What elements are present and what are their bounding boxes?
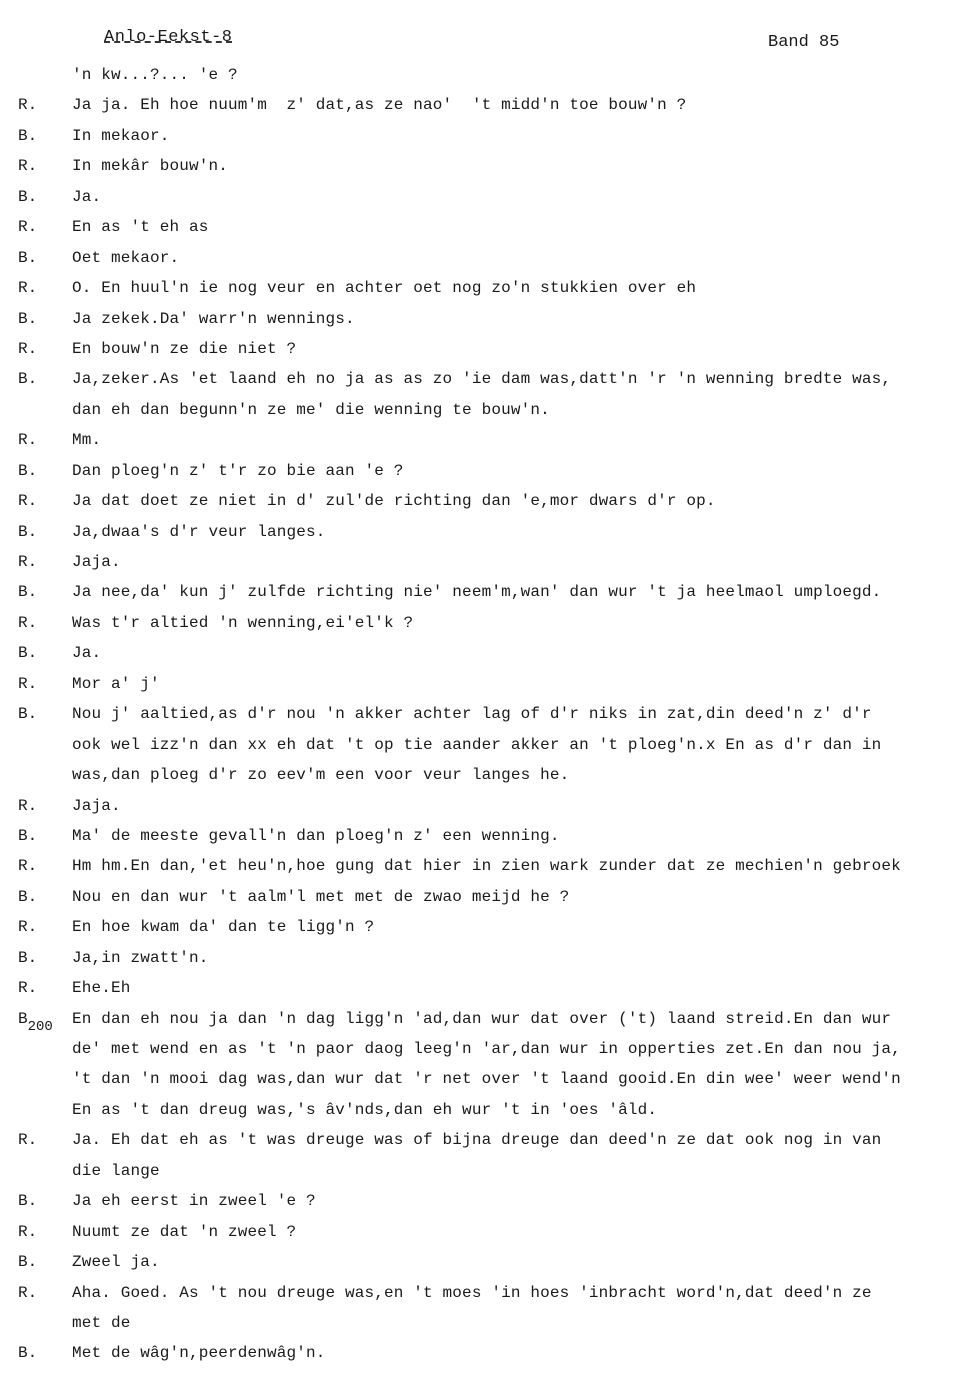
band-number: Band 85 <box>768 33 840 52</box>
speaker-label: B. <box>18 1192 38 1211</box>
transcript-line <box>0 523 979 553</box>
utterance-text: de' met wend en as 't 'n paor daog leeg'n 'ar,dan wur in opperties zet.En dan nou ja, <box>72 1040 901 1058</box>
utterance-text: 'n kw...?... 'e ? <box>72 66 238 84</box>
speaker-label: B. <box>18 187 38 206</box>
speaker-label: B. <box>18 522 38 541</box>
utterance-text: Nuumt ze dat 'n zweel ? <box>72 1222 297 1241</box>
speaker-label: B. <box>18 1344 38 1363</box>
document-title-text: Anlo-Eekst-8 <box>104 28 233 47</box>
transcript-line <box>0 1070 979 1100</box>
transcript-line <box>0 1284 979 1314</box>
utterance-text: Ja zekek.Da' warr'n wennings. <box>72 309 355 328</box>
utterance-text: dan eh dan begunn'n ze me' die wenning te bouw'n. <box>72 400 550 419</box>
speaker-label: R. <box>18 918 38 937</box>
transcript-line <box>0 1192 979 1222</box>
transcript-line <box>0 979 979 1009</box>
transcript-line <box>0 310 979 340</box>
transcript-line <box>0 675 979 705</box>
transcript-line <box>0 644 979 674</box>
speaker-label: R. <box>18 1131 38 1150</box>
utterance-text: Ja. <box>72 644 102 663</box>
utterance-text: O. En huul'n ie nog veur en achter oet nog zo'n stukkien over eh <box>72 279 697 298</box>
transcript-line <box>0 188 979 218</box>
speaker-label: B. <box>18 126 38 145</box>
utterance-text: Oet mekaor. <box>72 248 180 267</box>
speaker-label: B. <box>18 826 38 845</box>
transcript-line <box>0 492 979 522</box>
utterance-text: Hm hm.En dan,'et heu'n,hoe gung dat hier in zien wark zunder dat ze mechien'n gebroek <box>72 857 901 876</box>
utterance-text: Nou en dan wur 't aalm'l met met de zwao meijd he ? <box>72 887 570 906</box>
speaker-label: R. <box>18 979 38 998</box>
utterance-text: die lange <box>72 1161 160 1180</box>
transcript-line <box>0 1101 979 1131</box>
speaker-label: B. <box>18 370 38 389</box>
speaker-label: R. <box>18 96 38 115</box>
utterance-text: Jaja. <box>72 796 121 815</box>
transcript-line <box>0 340 979 370</box>
transcript-line <box>0 462 979 492</box>
transcript-line <box>0 827 979 857</box>
utterance-text: Zweel ja. <box>72 1253 160 1272</box>
utterance-text: was,dan ploeg d'r zo eev'm een voor veur langes he. <box>72 766 570 785</box>
utterance-text: ook wel izz'n dan xx eh dat 't op tie aander akker an 't ploeg'n.x En as d'r dan in <box>72 735 882 754</box>
utterance-text: Ma' de meeste gevall'n dan ploeg'n z' een wenning. <box>72 826 560 845</box>
utterance-text: Ja ja. Eh hoe nuum'm z' dat,as ze nao' 't midd'n toe bouw'n ? <box>72 96 687 115</box>
transcript-line <box>0 857 979 887</box>
transcript-line <box>0 1131 979 1161</box>
transcript-line <box>0 127 979 157</box>
transcript-line <box>0 705 979 735</box>
utterance-text: Dan ploeg'n z' t'r zo bie aan 'e ? <box>72 461 404 480</box>
utterance-text: Met de wâg'n,peerdenwâg'n. <box>72 1344 326 1363</box>
line-number-marker: 200 <box>27 1018 53 1035</box>
speaker-label: B. <box>18 644 38 663</box>
utterance-text: Ja dat doet ze niet in d' zul'de richting dan 'e,mor dwars d'r op. <box>72 492 716 511</box>
utterance-text: En dan eh nou ja dan 'n dag ligg'n 'ad,dan wur dat over ('t) laand streid.En dan wur <box>72 1009 892 1028</box>
speaker-label: R. <box>18 674 38 693</box>
speaker-label: B. <box>18 948 38 967</box>
speaker-label: R. <box>18 613 38 632</box>
transcript-line <box>0 553 979 583</box>
speaker-label: R. <box>18 157 38 176</box>
utterance-text: Was t'r altied 'n wenning,ei'el'k ? <box>72 613 414 632</box>
transcript-line <box>0 249 979 279</box>
speaker-label: B. <box>18 461 38 480</box>
speaker-label: R. <box>18 492 38 511</box>
transcript-line <box>0 1253 979 1283</box>
utterance-text: Ja nee,da' kun j' zulfde richting nie' neem'm,wan' dan wur 't ja heelmaol umploegd. <box>72 583 882 602</box>
transcript-line <box>0 1344 979 1374</box>
speaker-label: B. <box>18 887 38 906</box>
speaker-label: R. <box>18 1283 38 1302</box>
speaker-label: R. <box>18 553 38 571</box>
speaker-label: B. <box>18 309 38 328</box>
utterance-text: Ja,dwaa's d'r veur langes. <box>72 522 326 541</box>
transcript-line <box>0 1040 979 1070</box>
utterance-text: En bouw'n ze die niet ? <box>72 339 297 358</box>
utterance-text: Mm. <box>72 431 102 450</box>
document-title <box>104 28 232 47</box>
speaker-label: R. <box>18 218 38 237</box>
utterance-text: In mekaor. <box>72 126 170 145</box>
transcript-body <box>0 66 979 1375</box>
utterance-text: In mekâr bouw'n. <box>72 157 229 176</box>
speaker-label: R. <box>18 857 38 876</box>
transcript-line <box>0 218 979 248</box>
transcript-line <box>0 614 979 644</box>
speaker-label: B. <box>18 248 38 267</box>
speaker-label: $B_{200}$ <box>18 1009 53 1035</box>
utterance-text: Aha. Goed. As 't nou dreuge was,en 't moes 'in hoes 'inbracht word'n,dat deed'n ze <box>72 1283 872 1302</box>
transcript-line <box>0 279 979 309</box>
transcript-line <box>0 736 979 766</box>
transcript-line <box>0 1314 979 1344</box>
utterance-text: Mor a' j' <box>72 674 160 693</box>
utterance-text: Ja,zeker.As 'et laand eh no ja as as zo 'ie dam was,datt'n 'r 'n wenning bredte was, <box>72 370 892 389</box>
transcript-line <box>0 157 979 187</box>
transcript-line <box>0 766 979 796</box>
utterance-text: Jaja. <box>72 553 121 571</box>
transcript-line <box>0 918 979 948</box>
transcript-line <box>0 96 979 126</box>
transcript-line <box>0 401 979 431</box>
utterance-text: En hoe kwam da' dan te ligg'n ? <box>72 918 375 937</box>
transcript-line <box>0 1010 979 1040</box>
utterance-text: Nou j' aaltied,as d'r nou 'n akker achter lag of d'r niks in zat,din deed'n z' d'r <box>72 705 872 724</box>
speaker-label: R. <box>18 431 38 450</box>
speaker-label: B. <box>18 583 38 602</box>
transcript-line <box>0 949 979 979</box>
utterance-text: Ja. <box>72 187 102 206</box>
transcript-line <box>0 66 979 96</box>
utterance-text: Ja,in zwatt'n. <box>72 948 209 967</box>
utterance-text: 't dan 'n mooi dag was,dan wur dat 'r net over 't laand gooid.En din wee' weer wend'n <box>72 1070 901 1089</box>
transcript-line <box>0 1162 979 1192</box>
transcript-line <box>0 583 979 613</box>
utterance-text: met de <box>72 1313 131 1332</box>
speaker-label: B. <box>18 705 38 724</box>
utterance-text: Ehe.Eh <box>72 979 131 998</box>
utterance-text: Ja. Eh dat eh as 't was dreuge was of bijna dreuge dan deed'n ze dat ook nog in van <box>72 1131 882 1150</box>
transcript-line <box>0 431 979 461</box>
transcript-line <box>0 888 979 918</box>
utterance-text: En as 't dan dreug was,'s âv'nds,dan eh wur 't in 'oes 'âld. <box>72 1100 658 1119</box>
speaker-label: R. <box>18 339 38 358</box>
transcript-line <box>0 1223 979 1253</box>
transcript-line <box>0 370 979 400</box>
transcript-line <box>0 797 979 827</box>
speaker-label: R. <box>18 279 38 298</box>
speaker-label: B. <box>18 1253 38 1272</box>
speaker-label: R. <box>18 1222 38 1241</box>
utterance-text: Ja eh eerst in zweel 'e ? <box>72 1192 316 1211</box>
utterance-text: En as 't eh as <box>72 218 209 237</box>
speaker-label: R. <box>18 796 38 815</box>
